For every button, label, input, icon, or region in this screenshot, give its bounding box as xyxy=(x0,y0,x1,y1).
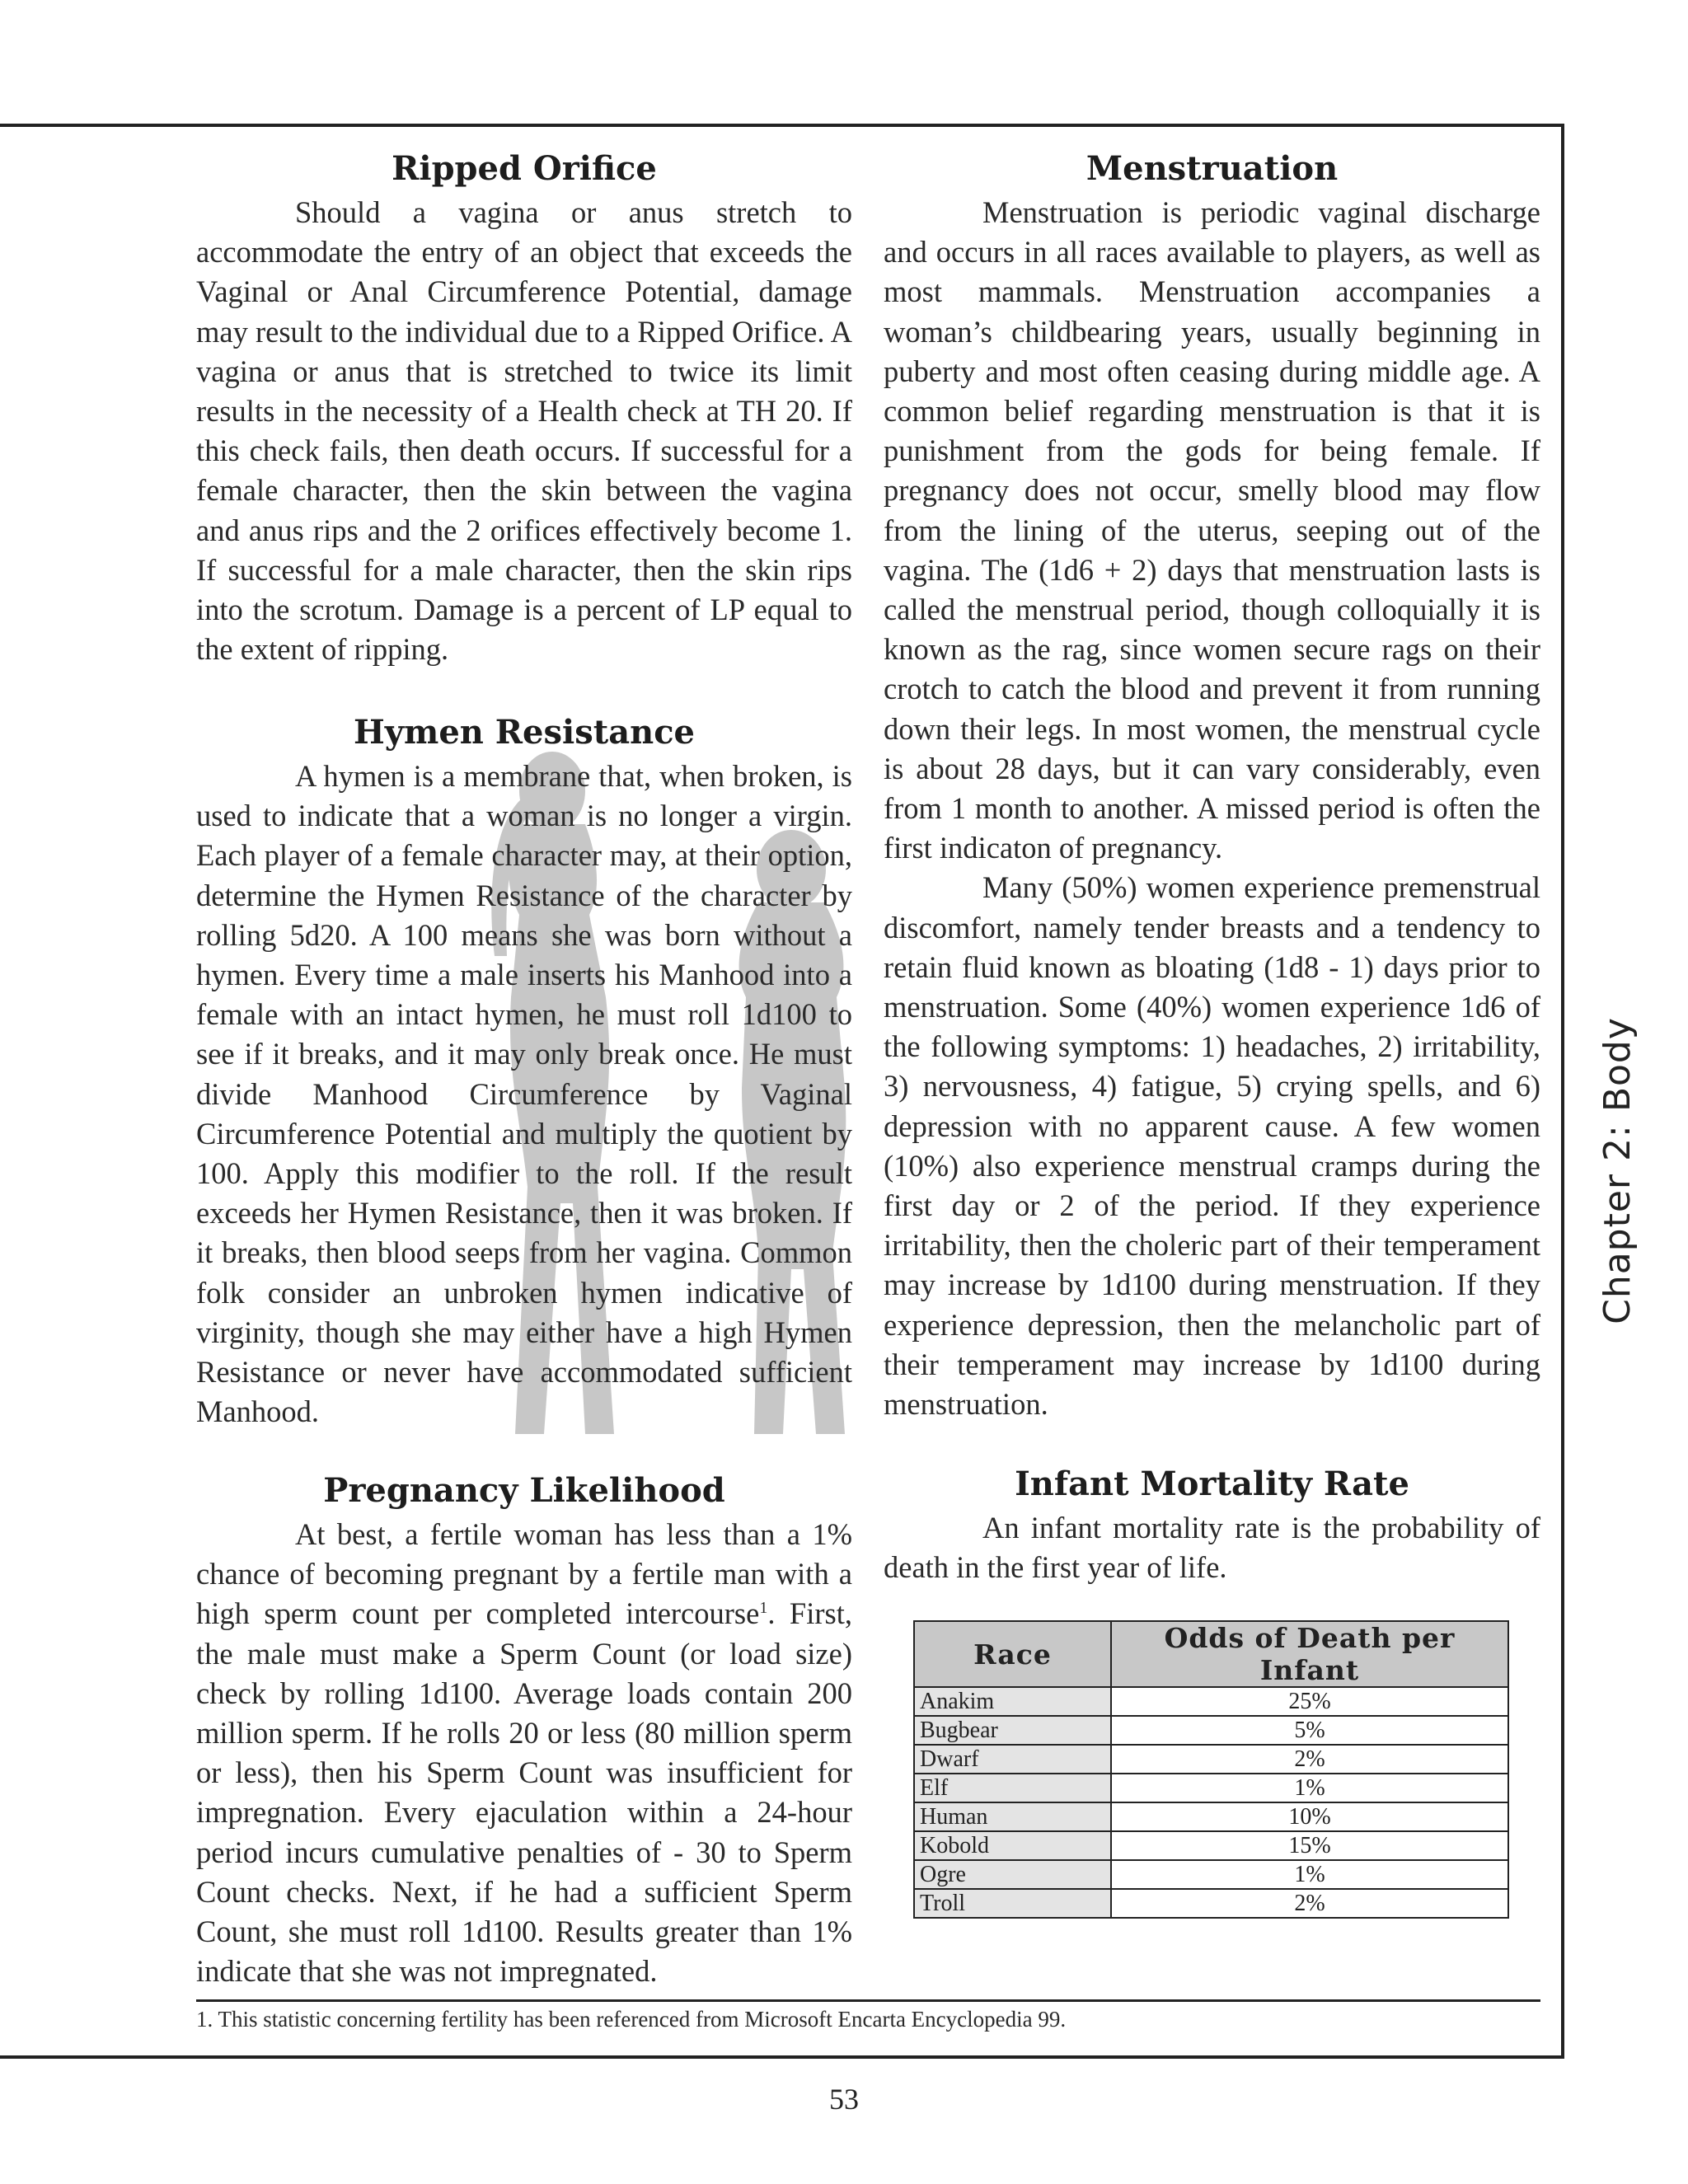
odds-cell: 2% xyxy=(1111,1889,1508,1918)
race-cell: Troll xyxy=(914,1889,1111,1918)
race-cell: Human xyxy=(914,1802,1111,1831)
pregnancy-likelihood-section xyxy=(196,1467,852,1991)
table-row xyxy=(914,1716,1508,1745)
race-cell: Dwarf xyxy=(914,1745,1111,1774)
ripped-orifice-heading: Ripped Orifice xyxy=(392,149,657,188)
infant-mortality-text: An infant mortality rate is the probability of death in the first year of life. xyxy=(884,1511,1540,1585)
page-frame-right-rule xyxy=(1561,124,1564,2059)
ripped-orifice-text: Should a vagina or anus stretch to accommodate the entry of an object that exceeds the Vaginal or Anal Circumference Potential, damage may result to the individual due to a Ripped Orifice. A vagina or anus that is stretched to twice its limit results in the necessity of a Health check at TH 20. If this check fails, then death occurs. If successful for a female character, then the skin between the vagina and anus rips and the 2 orifices effectively become 1. If successful for a male character, then the skin rips into the scrotum. Damage is a percent of LP equal to the extent of ripping. xyxy=(196,195,852,667)
odds-cell: 5% xyxy=(1111,1716,1508,1745)
hymen-resistance-heading: Hymen Resistance xyxy=(353,713,696,752)
chapter-side-tab xyxy=(1573,956,1662,1385)
table-row xyxy=(914,1745,1508,1774)
chapter-side-tab-label: Chapter 2: Body xyxy=(1596,1016,1639,1324)
menstruation-text-1: Menstruation is periodic vaginal discharge and occurs in all races available to players, as well as most mammals. Menstruation accompanies a woman’s childbearing years, usually beginning in puberty and most often ceasing during middle age. A common belief regarding menstruation is that it is punishment from the gods for being female. If pregnancy does not occur, smelly blood may flow from the lining of the uterus, seeping out of the vagina. The (1d6 + 2) days that menstruation lasts is called the menstrual period, though colloquially it is known as the rag, since women secure rags on their crotch to catch the blood and prevent it from running down their legs. In most women, the menstrual cycle is about 28 days, but it can vary considerably, even from 1 month to another. A missed period is often the first indicaton of pregnancy. xyxy=(884,195,1540,865)
page-frame-top-rule xyxy=(0,124,1564,127)
hymen-resistance-text: A hymen is a membrane that, when broken, is used to indicate that a woman is no longer a virgin. Each player of a female character may, at their option, determine the Hymen Resistance of the character by rolling 5d20. A 100 means she was born without a hymen. Every time a male inserts his Manhood into a female with an intact hymen, he must roll 1d100 to see if it breaks, and it may only break once. He must divide Manhood Circumference by Vaginal Circumference Potential and multiply the quotient by 100. Apply this modifier to the roll. If the result exceeds her Hymen Resistance, then it was broken. If it breaks, then blood seeps from her vagina. Common folk consider an unbroken hymen indicative of virginity, though she may either have a high Hymen Resistance or never have accommodated sufficient Manhood. xyxy=(196,759,852,1429)
table-row xyxy=(914,1831,1508,1860)
page-number: 53 xyxy=(829,2083,859,2116)
infant-mortality-table xyxy=(913,1620,1509,1919)
table-header-row xyxy=(914,1621,1508,1687)
odds-column-header: Odds of Death per Infant xyxy=(1111,1621,1508,1687)
footnote-divider xyxy=(196,1999,1540,2002)
footnote: 1. This statistic concerning fertility has been referenced from Microsoft Encarta Encyclopedia 99. xyxy=(196,2007,1067,2032)
infant-mortality-section xyxy=(884,1460,1540,1587)
race-cell: Elf xyxy=(914,1774,1111,1802)
table-row xyxy=(914,1774,1508,1802)
page-frame-bottom-rule xyxy=(0,2055,1564,2059)
menstruation-heading: Menstruation xyxy=(1085,149,1339,188)
race-cell: Bugbear xyxy=(914,1716,1111,1745)
menstruation-text-2: Many (50%) women experience premenstrual discomfort, namely tender breasts and a tendency to retain fluid known as bloating (1d8 - 1) days prior to menstruation. Some (40%) women experience 1d6 of the following symptoms: 1) headaches, 2) irritability, 3) nervousness, 4) fatigue, 5) crying spells, and 6) depression with no apparent cause. A few women (10%) also experience menstrual cramps during the first day or 2 of the period. If they experience irritability, then the choleric part of their temperament may increase by 1d100 during menstruation. If they experience depression, then the melancholic part of their temperament may increase by 1d100 during menstruation. xyxy=(884,870,1540,1422)
odds-cell: 1% xyxy=(1111,1860,1508,1889)
odds-cell: 25% xyxy=(1111,1687,1508,1716)
infant-mortality-heading: Infant Mortality Rate xyxy=(1015,1465,1409,1503)
table-row xyxy=(914,1802,1508,1831)
race-cell: Kobold xyxy=(914,1831,1111,1860)
race-column-header: Race xyxy=(914,1621,1111,1687)
menstruation-section xyxy=(884,145,1540,1424)
race-cell: Anakim xyxy=(914,1687,1111,1716)
pregnancy-likelihood-heading: Pregnancy Likelihood xyxy=(323,1471,725,1510)
pregnancy-likelihood-text xyxy=(196,1515,852,1991)
odds-cell: 2% xyxy=(1111,1745,1508,1774)
footnote-marker: 1 xyxy=(759,1599,768,1618)
odds-cell: 1% xyxy=(1111,1774,1508,1802)
race-cell: Ogre xyxy=(914,1860,1111,1889)
pregnancy-text-part-1: At best, a fertile woman has less than a 1% chance of becoming pregnant by a fertile man with a high sperm count per completed intercourse xyxy=(196,1517,852,1631)
table-row xyxy=(914,1860,1508,1889)
odds-cell: 15% xyxy=(1111,1831,1508,1860)
table-row xyxy=(914,1687,1508,1716)
odds-cell: 10% xyxy=(1111,1802,1508,1831)
hymen-resistance-section xyxy=(196,709,852,1432)
ripped-orifice-section xyxy=(196,145,852,669)
pregnancy-text-part-2: . First, the male must make a Sperm Count (or load size) check by rolling 1d100. Average loads contain 200 million sperm. If he rolls 20 or less (80 million sperm or less), then his Sperm Count was insufficient for impregnation. Every ejaculation within a 24-hour period incurs cumulative penalties of - 30 to Sperm Count checks. Next, if he had a sufficient Sperm Count, she must roll 1d100. Results greater than 1% indicate that she was not impregnated. xyxy=(196,1596,852,1989)
table-row xyxy=(914,1889,1508,1918)
